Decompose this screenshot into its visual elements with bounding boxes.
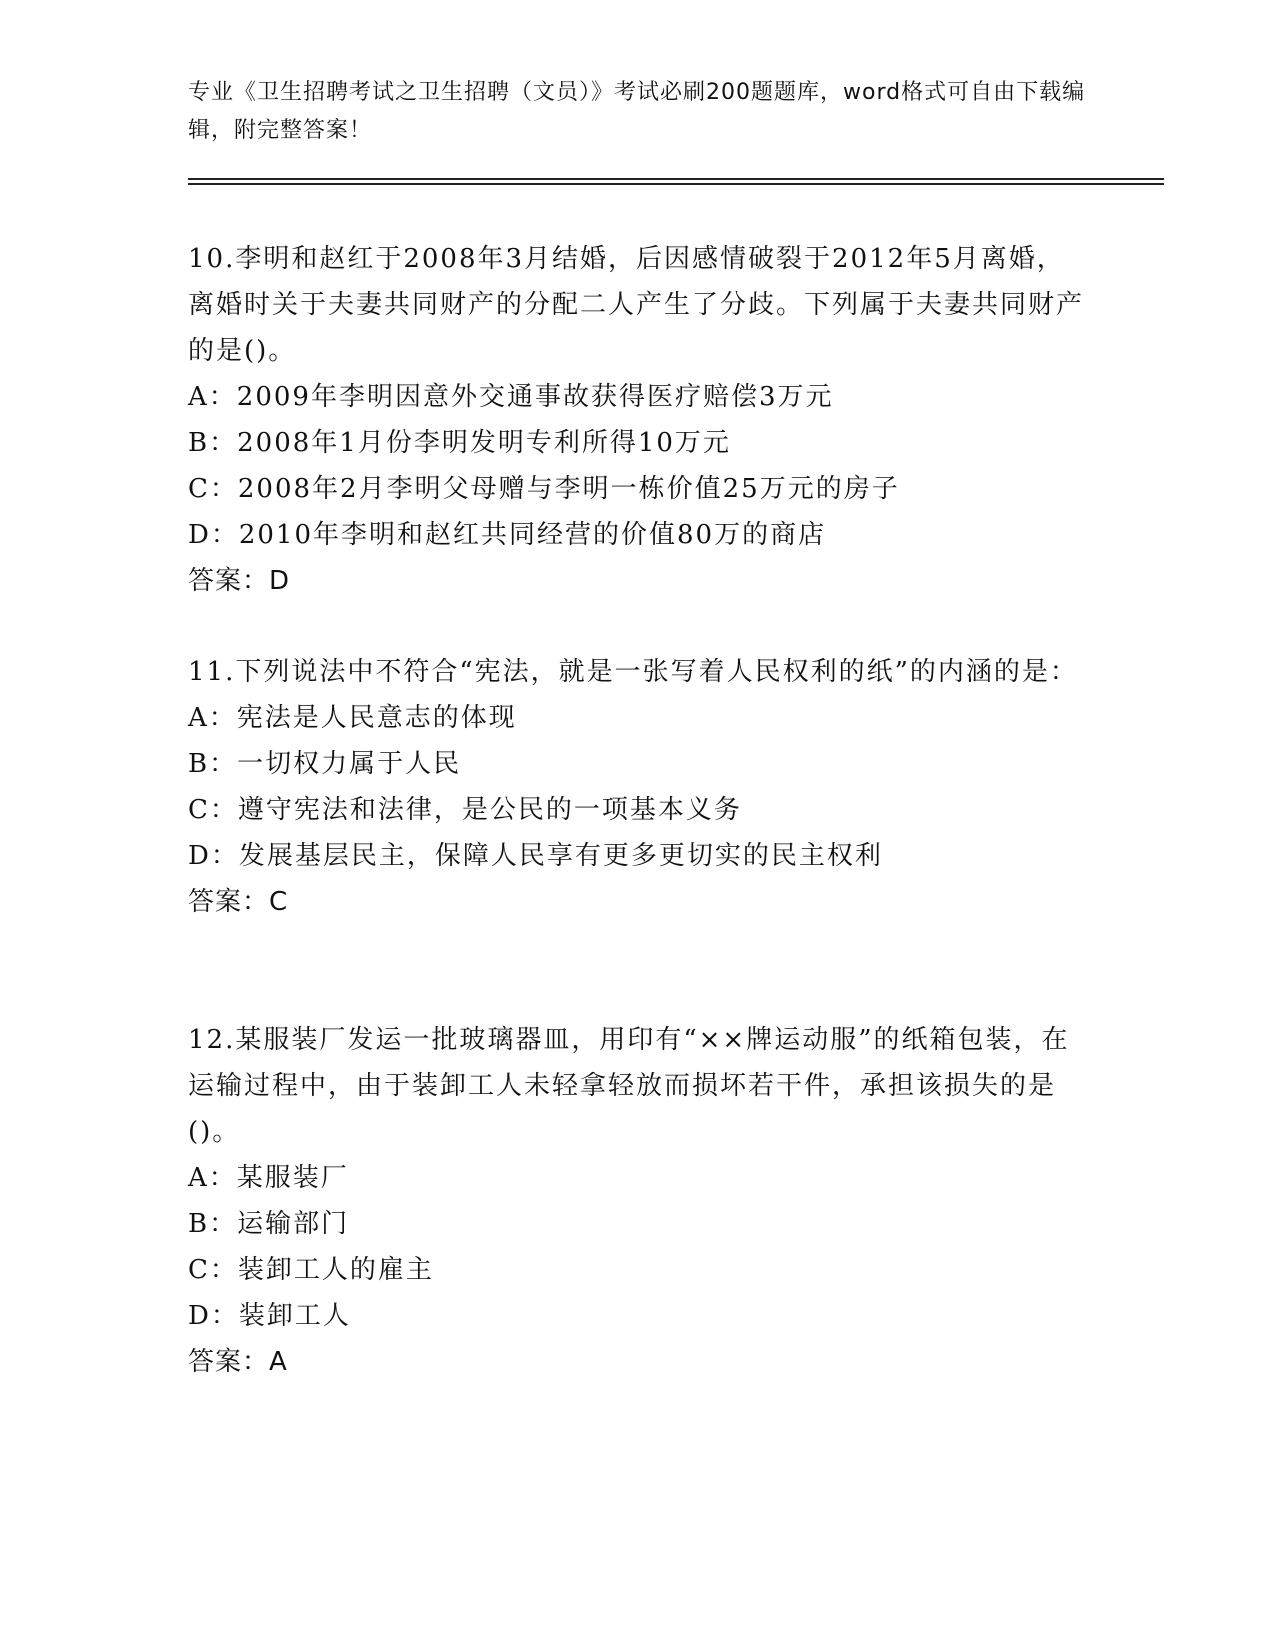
question-10 [188,236,1088,604]
question-stem: 11.下列说法中不符合“宪法，就是一张写着人民权利的纸”的内涵的是： [188,657,1078,687]
option-d: D：装卸工人 [188,1301,351,1331]
option-a: A：宪法是人民意志的体现 [188,703,517,733]
question-11 [188,649,1088,925]
answer-line: 答案：C [188,887,289,917]
question-stem: 12.某服装厂发运一批玻璃器皿，用印有“××牌运动服”的纸箱包装，在运输过程中，由于装卸工人未轻拿轻放而损坏若干件，承担该损失的是()。 [188,1025,1070,1147]
option-c: C：遵守宪法和法律，是公民的一项基本义务 [188,795,742,825]
option-c: C：装卸工人的雇主 [188,1255,434,1285]
header-note: 专业《卫生招聘考试之卫生招聘（文员）》考试必刷200题题库，word格式可自由下载编辑，附完整答案！ [188,80,1086,143]
option-b: B：一切权力属于人民 [188,749,462,779]
answer-line: 答案：A [188,1347,288,1377]
header-divider-bottom [188,183,1164,185]
question-stem: 10.李明和赵红于2008年3月结婚，后因感情破裂于2012年5月离婚，离婚时关于夫妻共同财产的分配二人产生了分歧。下列属于夫妻共同财产的是()。 [188,244,1085,366]
question-12 [188,1017,1088,1385]
header-divider-top [188,178,1164,180]
answer-line: 答案：D [188,566,291,596]
option-a: A：某服装厂 [188,1163,349,1193]
option-d: D：发展基层民主，保障人民享有更多更切实的民主权利 [188,841,883,871]
option-b: B：运输部门 [188,1209,350,1239]
option-b: B：2008年1月份李明发明专利所得10万元 [188,428,731,458]
option-d: D：2010年李明和赵红共同经营的价值80万的商店 [188,520,827,550]
option-c: C：2008年2月李明父母赠与李明一栋价值25万元的房子 [188,474,900,504]
option-a: A：2009年李明因意外交通事故获得医疗赔偿3万元 [188,382,834,412]
